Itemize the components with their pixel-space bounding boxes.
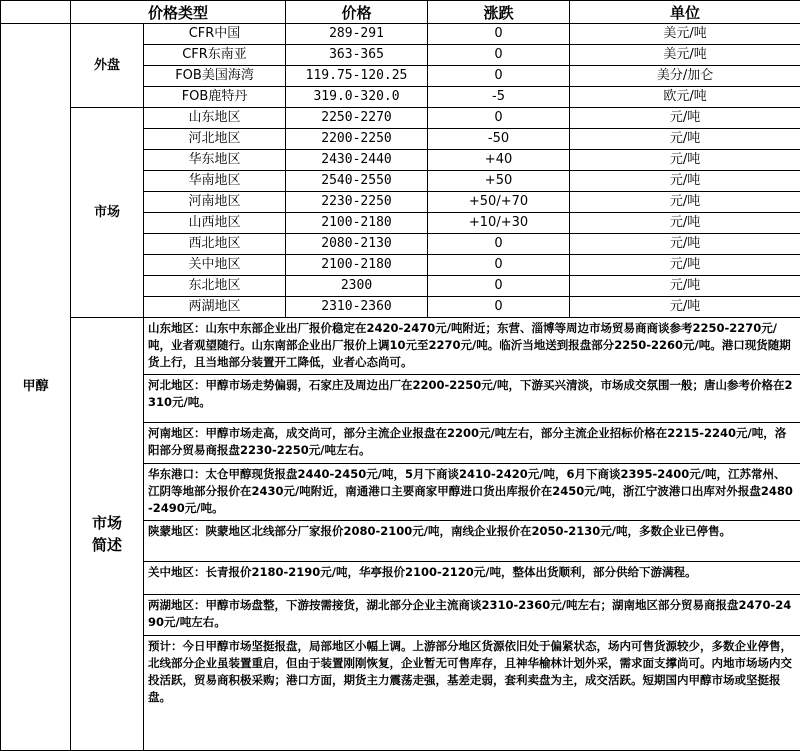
change-cell: 0 [428, 234, 570, 255]
price-cell: 2300 [286, 276, 428, 297]
change-cell: 0 [428, 108, 570, 129]
note-guanzhong: 关中地区：长青报价2180-2190元/吨，华亭报价2100-2120元/吨，整体出货顺利，部分供给下游满程。 [144, 562, 800, 595]
region-cell: 山西地区 [144, 213, 286, 234]
summary-label [71, 318, 144, 751]
note-forecast: 预计：今日甲醇市场坚挺报盘，局部地区小幅上调。上游部分地区货源依旧处于偏紧状态，场内可售货源较少，多数企业停售，北线部分企业虽装置重启，但由于装置刚刚恢复，企业暂无可售库存，且神华榆林计划外采，需求面支撑尚可。内地市场场内交投活跃，贸易商积极采购；港口方面，期货主力震荡走强，基差走弱，套利卖盘为主，成交活跃。短期国内甲醇市场或坚挺报盘。 [144, 636, 800, 751]
summary-label-line1: 市场 [92, 514, 122, 532]
change-cell: 0 [428, 45, 570, 66]
unit-cell: 美元/吨 [570, 45, 800, 66]
price-type-header: 价格类型 [71, 1, 286, 24]
note-row [1, 318, 800, 375]
note-henan: 河南地区：甲醇市场走高，成交尚可，部分主流企业报盘在2200元/吨左右，部分主流企业招标价格在2215-2240元/吨，洛阳部分贸易商报盘2230-2250元/吨左右。 [144, 423, 800, 464]
price-cell: 289-291 [286, 24, 428, 45]
note-lianghu: 两湖地区：甲醇市场盘整，下游按需接货，湖北部分企业主流商谈2310-2360元/吨左右；湖南地区部分贸易商报盘2470-2490元/吨左右。 [144, 595, 800, 636]
unit-cell: 元/吨 [570, 297, 800, 318]
price-cell: 2430-2440 [286, 150, 428, 171]
unit-cell: 美分/加仑 [570, 66, 800, 87]
unit-cell: 元/吨 [570, 255, 800, 276]
unit-header: 单位 [570, 1, 800, 24]
change-cell: -5 [428, 87, 570, 108]
change-cell: +50/+70 [428, 192, 570, 213]
blank-header-cell [1, 1, 71, 24]
change-cell: -50 [428, 129, 570, 150]
region-cell: 山东地区 [144, 108, 286, 129]
change-cell: 0 [428, 24, 570, 45]
price-cell: 2310-2360 [286, 297, 428, 318]
price-cell: 2250-2270 [286, 108, 428, 129]
price-cell: 2080-2130 [286, 234, 428, 255]
change-cell: 0 [428, 66, 570, 87]
region-cell: FOB美国海湾 [144, 66, 286, 87]
region-cell: 华南地区 [144, 171, 286, 192]
region-cell: FOB鹿特丹 [144, 87, 286, 108]
note-shaanxi-inner-mongolia: 陕蒙地区：陕蒙地区北线部分厂家报价2080-2100元/吨，南线企业报价在2050-2130元/吨，多数企业已停售。 [144, 521, 800, 562]
region-cell: CFR东南亚 [144, 45, 286, 66]
price-cell: 2100-2180 [286, 255, 428, 276]
price-cell: 2200-2250 [286, 129, 428, 150]
change-cell: +10/+30 [428, 213, 570, 234]
region-cell: 西北地区 [144, 234, 286, 255]
note-east-china-port: 华东港口：太仓甲醇现货报盘2440-2450元/吨，5月下商谈2410-2420元/吨，6月下商谈2395-2400元/吨，江苏常州、江阴等地部分报价在2430元/吨附近，南通港口主要商家甲醇进口货出库报价在2450元/吨，浙江宁波港口出库对外报盘2480-2490元/吨。 [144, 464, 800, 521]
change-cell: 0 [428, 255, 570, 276]
note-shandong: 山东地区：山东中东部企业出厂报价稳定在2420-2470元/吨附近；东营、淄博等周边市场贸易商商谈参考2250-2270元/吨，业者观望随行。山东南部企业出厂报价上调10元至2270元/吨。临沂当地送到报盘部分2250-2260元/吨。港口现货随期货上行，且当地部分装置开工降低，业者心态尚可。 [144, 318, 800, 375]
unit-cell: 元/吨 [570, 213, 800, 234]
region-cell: 东北地区 [144, 276, 286, 297]
price-cell: 2100-2180 [286, 213, 428, 234]
change-cell: +40 [428, 150, 570, 171]
change-header: 涨跌 [428, 1, 570, 24]
change-cell: 0 [428, 276, 570, 297]
unit-cell: 元/吨 [570, 234, 800, 255]
change-cell: +50 [428, 171, 570, 192]
price-cell: 119.75-120.25 [286, 66, 428, 87]
unit-cell: 元/吨 [570, 129, 800, 150]
market-label: 市场 [71, 108, 144, 318]
category-cell: 甲醇 [1, 24, 71, 751]
region-cell: CFR中国 [144, 24, 286, 45]
foreign-label: 外盘 [71, 24, 144, 108]
unit-cell: 元/吨 [570, 150, 800, 171]
table-row [1, 108, 800, 129]
note-hebei: 河北地区：甲醇市场走势偏弱，石家庄及周边出厂在2200-2250元/吨，下游买兴清淡，市场成交氛围一般；唐山参考价格在2310元/吨。 [144, 375, 800, 423]
unit-cell: 元/吨 [570, 192, 800, 213]
header-row [1, 1, 800, 24]
change-cell: 0 [428, 297, 570, 318]
region-cell: 河南地区 [144, 192, 286, 213]
region-cell: 关中地区 [144, 255, 286, 276]
summary-label-line2: 简述 [92, 536, 122, 554]
table-row [1, 24, 800, 45]
price-cell: 2540-2550 [286, 171, 428, 192]
region-cell: 华东地区 [144, 150, 286, 171]
region-cell: 河北地区 [144, 129, 286, 150]
region-cell: 两湖地区 [144, 297, 286, 318]
price-header: 价格 [286, 1, 428, 24]
price-cell: 2230-2250 [286, 192, 428, 213]
unit-cell: 元/吨 [570, 108, 800, 129]
unit-cell: 元/吨 [570, 276, 800, 297]
unit-cell: 欧元/吨 [570, 87, 800, 108]
price-cell: 319.0-320.0 [286, 87, 428, 108]
unit-cell: 美元/吨 [570, 24, 800, 45]
price-cell: 363-365 [286, 45, 428, 66]
unit-cell: 元/吨 [570, 171, 800, 192]
